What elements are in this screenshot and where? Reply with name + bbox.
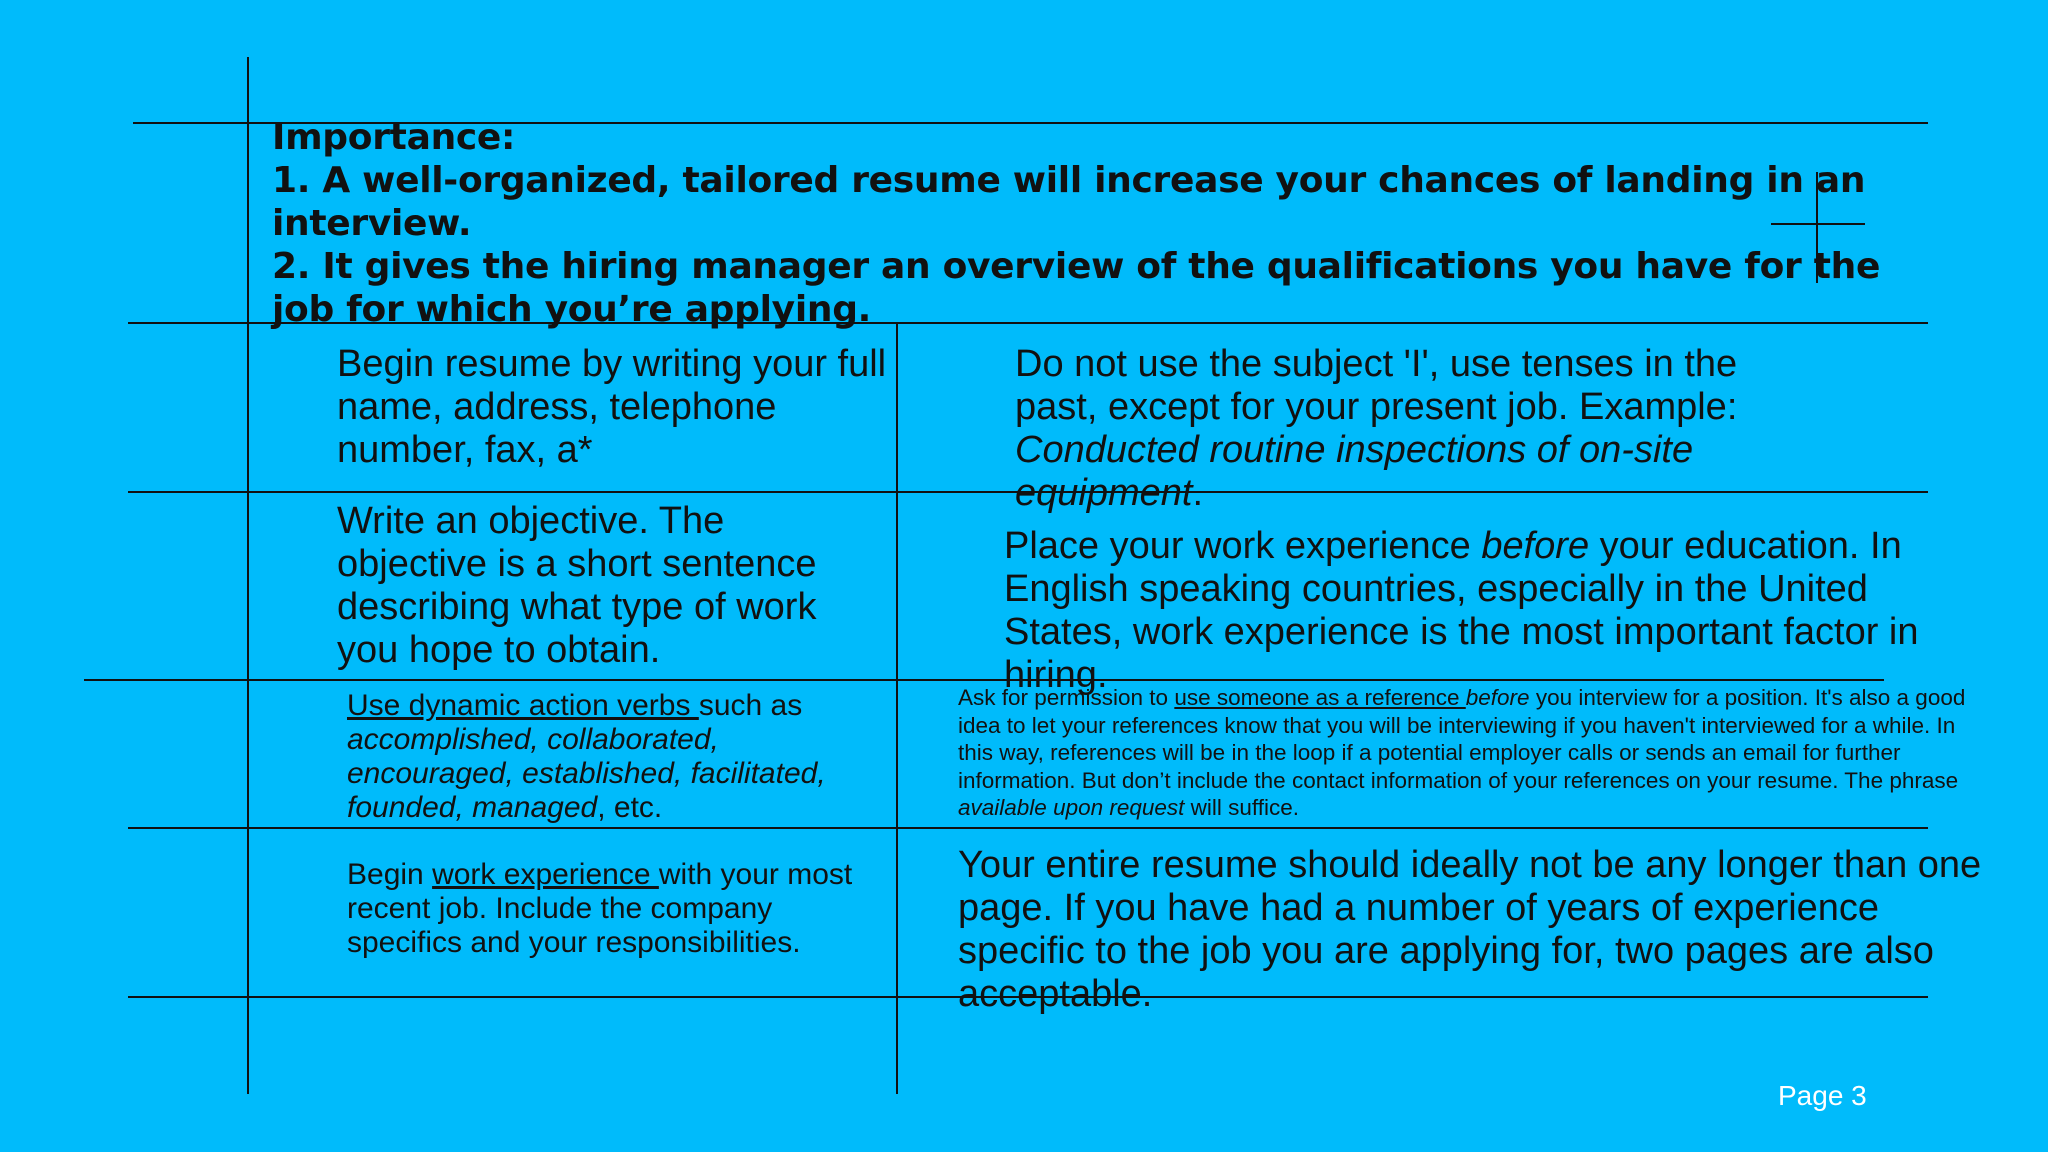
page-number: Page 3 bbox=[1778, 1080, 1867, 1111]
tip-text: such as bbox=[698, 689, 803, 722]
tip-text: you interview for a position. It's also a good idea to let your references know that you will be interviewing if you haven't interviewed for a while. In this way, references will be in the loop if a potential employer calls or sends an email for further information. But don’t include the contact information of your references on your resume. The phrase bbox=[958, 685, 1966, 793]
tip-text: Begin bbox=[347, 858, 433, 891]
grid-line bbox=[247, 57, 249, 1094]
tip-emphasis: before bbox=[1481, 525, 1590, 567]
tip-text: your education. In English speaking countries, especially in the United States, work experience is the most important factor in hiring. bbox=[1004, 525, 1919, 696]
tip-subject-tense bbox=[1015, 343, 1815, 515]
tip-text: Do not use the subject 'I', use tenses in the past, except for your present job. Example: bbox=[1015, 343, 1738, 428]
action-verbs-link[interactable]: Use dynamic action verbs bbox=[347, 689, 699, 722]
tip-name-address: Begin resume by writing your full name, address, telephone number, fax, a* bbox=[337, 343, 887, 471]
tip-phrase: available upon request bbox=[958, 795, 1185, 820]
importance-heading bbox=[272, 116, 1892, 331]
tip-experience-first bbox=[1004, 525, 1984, 697]
tip-text: will suffice. bbox=[1184, 795, 1300, 820]
tip-emphasis: before bbox=[1465, 685, 1530, 710]
tip-objective: Write an objective. The objective is a short sentence describing what type of work you hope to obtain. bbox=[337, 500, 817, 671]
tip-text: with your most recent job. Include the company specifics and your responsibilities. bbox=[347, 858, 853, 959]
reference-link[interactable]: use someone as a reference bbox=[1174, 685, 1466, 710]
tip-work-experience bbox=[347, 858, 887, 960]
grid-line bbox=[128, 827, 1928, 829]
tip-text: Place your work experience bbox=[1004, 525, 1482, 567]
work-experience-link[interactable]: work experience bbox=[432, 858, 659, 891]
tip-references bbox=[958, 684, 1988, 822]
importance-point-1: 1. A well-organized, tailored resume will increase your chances of landing in an interview. bbox=[272, 160, 1866, 244]
tip-example: Conducted routine inspections of on-site equipment bbox=[1015, 429, 1694, 514]
tip-text: Ask for permission to bbox=[958, 685, 1175, 710]
importance-title: Importance: bbox=[272, 117, 516, 158]
verb-examples: accomplished, collaborated, encouraged, established, facilitated, founded, managed bbox=[347, 723, 826, 824]
tip-text: , etc. bbox=[597, 791, 663, 824]
tip-text: . bbox=[1192, 472, 1204, 514]
tip-action-verbs bbox=[347, 689, 887, 825]
tip-resume-length: Your entire resume should ideally not be any longer than one page. If you have had a number of years of experience specific to the job you are applying for, two pages are also acceptable. bbox=[958, 844, 1982, 1015]
importance-point-2: 2. It gives the hiring manager an overview of the qualifications you have for the job for which you’re applying. bbox=[272, 246, 1881, 330]
